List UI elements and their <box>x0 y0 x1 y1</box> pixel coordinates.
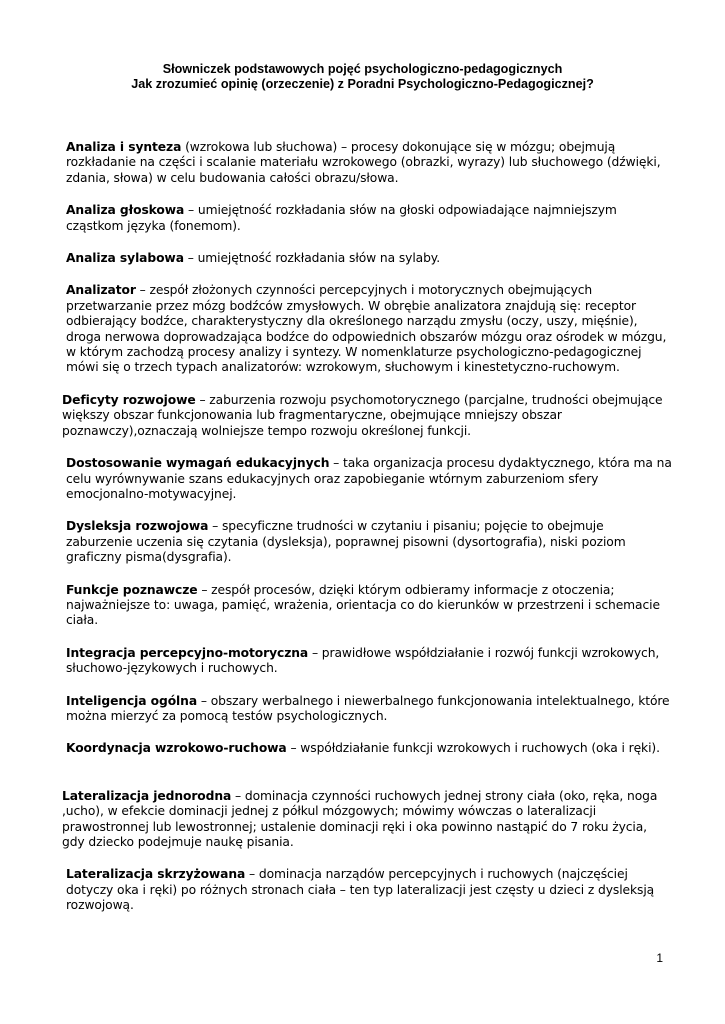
glossary-definition: – dominacja narządów percepcyjnych i ruchowych (najczęściej dotyczy oka i ręki) po różnych stronach ciała – ten typ lateralizacji jest częsty u dzieci z dysleksją rozwojową. <box>66 867 655 913</box>
document-header <box>0 62 725 92</box>
glossary-entry <box>62 583 672 629</box>
glossary-term: Funkcje poznawcze <box>66 582 198 597</box>
glossary-definition: – współdziałanie funkcji wzrokowych i ruchowych (oka i ręki). <box>286 741 660 756</box>
glossary-term: Integracja percepcyjno-motoryczna <box>66 645 309 660</box>
glossary-definition: (wzrokowa lub słuchowa) – procesy dokonujące się w mózgu; obejmują rozkładanie na części i scalanie materiału wzrokowego (obrazki, wyrazy) lub słuchowego (dźwięki, zdania, słowa) w celu budowania całości obrazu/słowa. <box>66 140 661 185</box>
glossary-definition: – zespół złożonych czynności percepcyjnych i motorycznych obejmujących przetwarzanie przez mózg bodźców zmysłowych. W obrębie analizatora znajdują się: receptor odbierający bodźce, charakterystyczny dla określonego narządu zmysłu (oczy, uszy, mięśnie), droga nerwowa doprowadzająca bodźce do odpowiednich obszarów mózgu oraz ośrodek w mózgu, w którym zachodzą procesy analizy i syntezy. W nomenklaturze psychologiczno-pedagogicznej mówi się o trzech typach analizatorów: wzrokowym, słuchowym i kinestetyczno-ruchowym. <box>66 283 667 375</box>
glossary-term: Analiza sylabowa <box>66 251 184 266</box>
glossary-definition: – dominacja czynności ruchowych jednej strony ciała (oko, ręka, noga ,ucho), w efekcie dominacji jednej z półkul mózgowych; mówimy wówczas o lateralizacji prawostronnej lub lewostronnej; ustalenie dominacji ręki i oka powinno nastąpić do 7 roku życia, gdy dziecko podejmuje naukę pisania. <box>62 788 658 849</box>
glossary-term: Dostosowanie wymagań edukacyjnych <box>66 456 330 471</box>
glossary-term: Deficyty rozwojowe <box>62 392 196 407</box>
glossary-term: Dysleksja rozwojowa <box>66 519 209 534</box>
glossary-term: Lateralizacja skrzyżowana <box>66 867 246 882</box>
glossary-entry <box>62 456 672 502</box>
glossary-entry <box>62 867 672 913</box>
glossary-definition: – specyficzne trudności w czytaniu i pisaniu; pojęcie to obejmuje zaburzenie uczenia się czytania (dysleksja), poprawnej pisowni (dysortografia), niski poziom graficzny pisma(dysgrafia). <box>66 519 626 565</box>
glossary-definition: – zespół procesów, dzięki którym odbieramy informacje z otoczenia; najważniejsze to: uwaga, pamięć, wrażenia, orientacja co do kierunków w przestrzeni i schemacie ciała. <box>66 582 660 628</box>
glossary-entry <box>62 251 672 266</box>
header-subtitle: Jak zrozumieć opinię (orzeczenie) z Poradni Psychologiczno-Pedagogicznej? <box>131 77 594 91</box>
header-title: Słowniczek podstawowych pojęć psychologiczno-pedagogicznych <box>162 62 563 76</box>
glossary-list <box>62 140 672 931</box>
glossary-term: Analiza głoskowa <box>66 203 185 218</box>
glossary-entry <box>62 694 672 725</box>
glossary-entry <box>62 283 672 375</box>
glossary-entry <box>62 393 672 439</box>
glossary-term: Koordynacja wzrokowo-ruchowa <box>66 741 287 756</box>
glossary-entry <box>62 741 672 756</box>
glossary-term: Analiza i synteza <box>66 140 182 154</box>
glossary-entry <box>62 646 672 677</box>
glossary-term: Analizator <box>66 283 136 298</box>
glossary-definition: – prawidłowe współdziałanie i rozwój funkcji wzrokowych, słuchowo-językowych i ruchowych. <box>66 645 660 676</box>
glossary-entry <box>62 203 672 234</box>
glossary-definition: – zaburzenia rozwoju psychomotorycznego (parcjalne, trudności obejmujące większy obszar funkcjonowania lub fragmentaryczne, obejmujące mniejszy obszar poznawczy),oznaczają wolniejsze tempo rozwoju określonej funkcji. <box>62 392 663 438</box>
glossary-definition: – taka organizacja procesu dydaktycznego, która ma na celu wyrównywanie szans edukacyjnych oraz zapobieganie wtórnym zaburzeniom sfery emocjonalno-motywacyjnej. <box>66 456 672 501</box>
glossary-entry <box>62 519 672 565</box>
glossary-term: Inteligencja ogólna <box>66 693 198 708</box>
page-number: 1 <box>656 951 663 965</box>
glossary-definition: – umiejętność rozkładania słów na sylaby. <box>183 251 441 266</box>
glossary-term: Lateralizacja jednorodna <box>62 788 232 803</box>
glossary-definition: – obszary werbalnego i niewerbalnego funkcjonowania intelektualnego, które można mierzyć za pomocą testów psychologicznych. <box>66 693 670 723</box>
glossary-definition: – umiejętność rozkładania słów na głoski odpowiadające najmniejszym cząstkom języka (fonemom). <box>66 203 617 233</box>
glossary-entry <box>62 789 672 851</box>
glossary-entry <box>62 140 672 186</box>
